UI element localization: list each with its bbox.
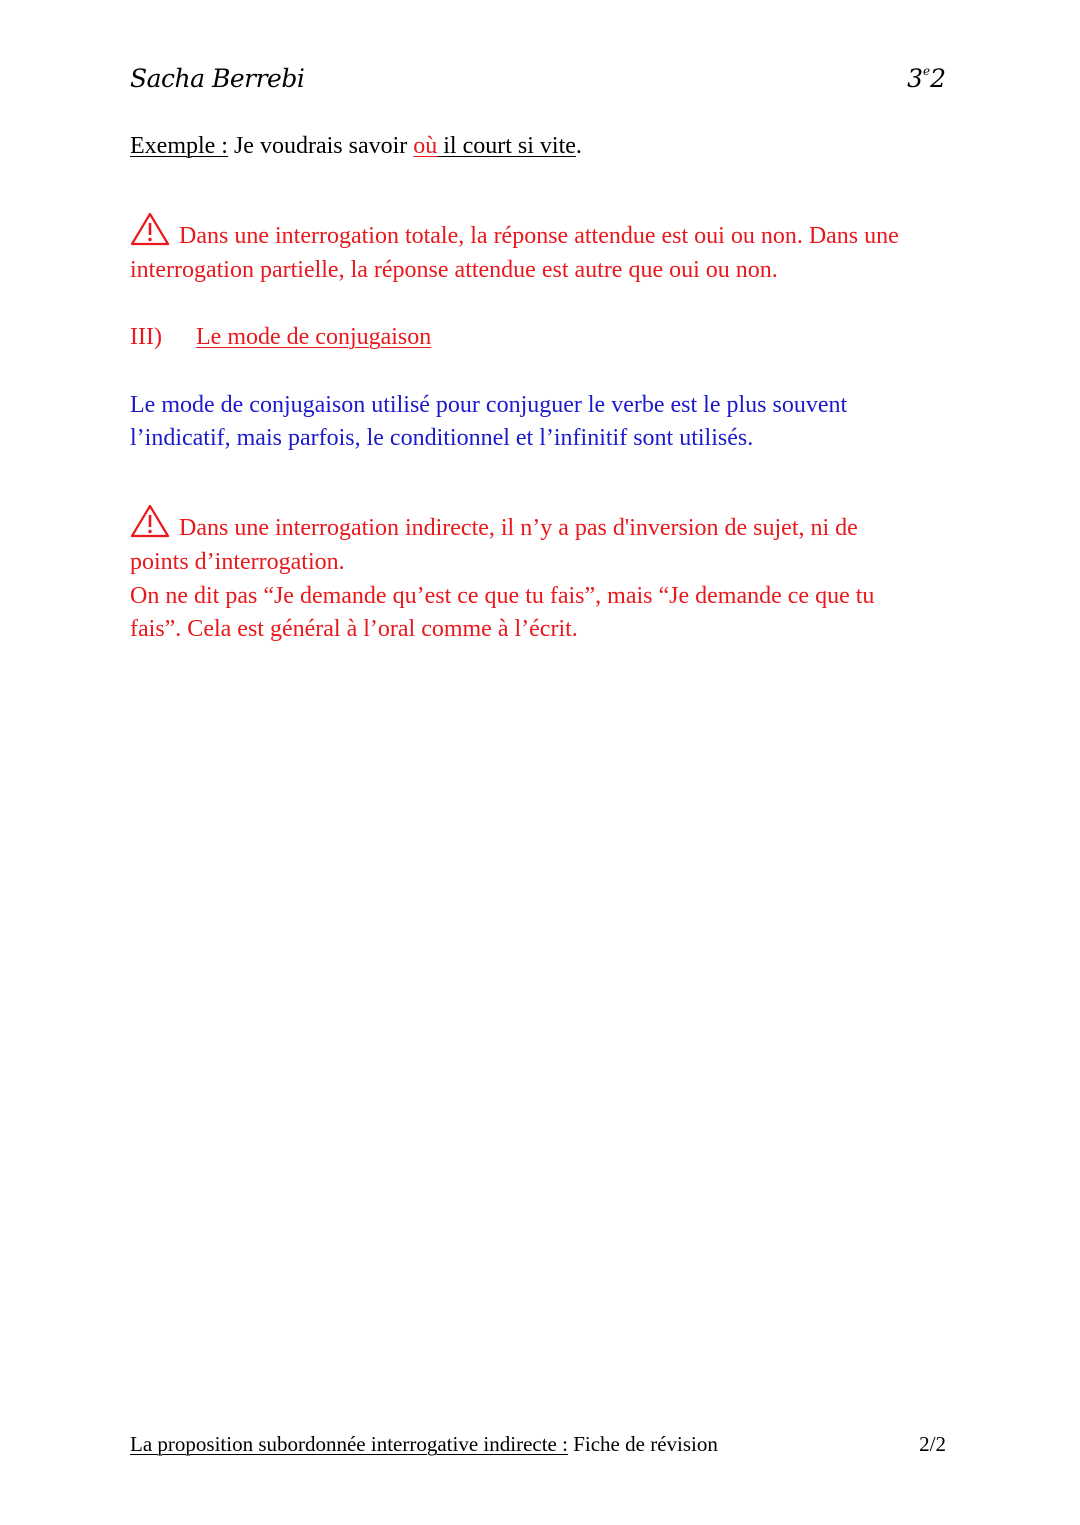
warning-2-line-2: points d’interrogation. xyxy=(130,549,345,575)
class-number: 3 xyxy=(907,64,923,93)
footer-title-rest: Fiche de révision xyxy=(567,1432,718,1456)
example-highlight: où xyxy=(413,133,438,159)
section-3-body-line-1: Le mode de conjugaison utilisé pour conjuguer le verbe est le plus souvent xyxy=(130,392,848,418)
warning-1-text-1: Dans une interrogation totale, la réponse attendue est oui ou non. Dans une xyxy=(179,223,899,249)
warning-2-text-1: Dans une interrogation indirecte, il n’y a pas d'inversion de sujet, ni de xyxy=(179,515,858,541)
class-suffix: 2 xyxy=(930,64,946,93)
warning-2-line-3: On ne dit pas “Je demande qu’est ce que tu fais”, mais “Je demande ce que tu xyxy=(130,583,875,609)
class-label xyxy=(907,64,946,93)
example-text: Je voudrais savoir xyxy=(227,133,414,159)
warning-2-line-1 xyxy=(130,504,858,545)
class-superscript: e xyxy=(922,64,931,78)
section-3-body-line-2: l’indicatif, mais parfois, le conditionnel et l’infinitif sont utilisés. xyxy=(130,425,754,451)
warning-triangle-icon xyxy=(130,504,170,538)
warning-triangle-icon xyxy=(130,212,170,246)
section-3-title: Le mode de conjugaison xyxy=(196,324,432,350)
example-underlined-text: il court si vite xyxy=(437,133,576,159)
warning-2-line-4: fais”. Cela est général à l’oral comme à l’écrit. xyxy=(130,616,578,642)
warning-1-line-1 xyxy=(130,212,899,253)
example-line xyxy=(130,130,582,163)
example-label: Exemple : xyxy=(130,133,228,159)
warning-1-line-2: interrogation partielle, la réponse attendue est autre que oui ou non. xyxy=(130,257,778,283)
footer-title-underlined: La proposition subordonnée interrogative indirecte : xyxy=(130,1432,568,1456)
author-name: Sacha Berrebi xyxy=(130,64,305,93)
page-number: 2/2 xyxy=(919,1432,946,1456)
example-end: . xyxy=(575,133,582,159)
section-3-number: III) xyxy=(130,324,162,350)
footer-title xyxy=(130,1432,718,1457)
section-3-heading xyxy=(130,321,431,354)
